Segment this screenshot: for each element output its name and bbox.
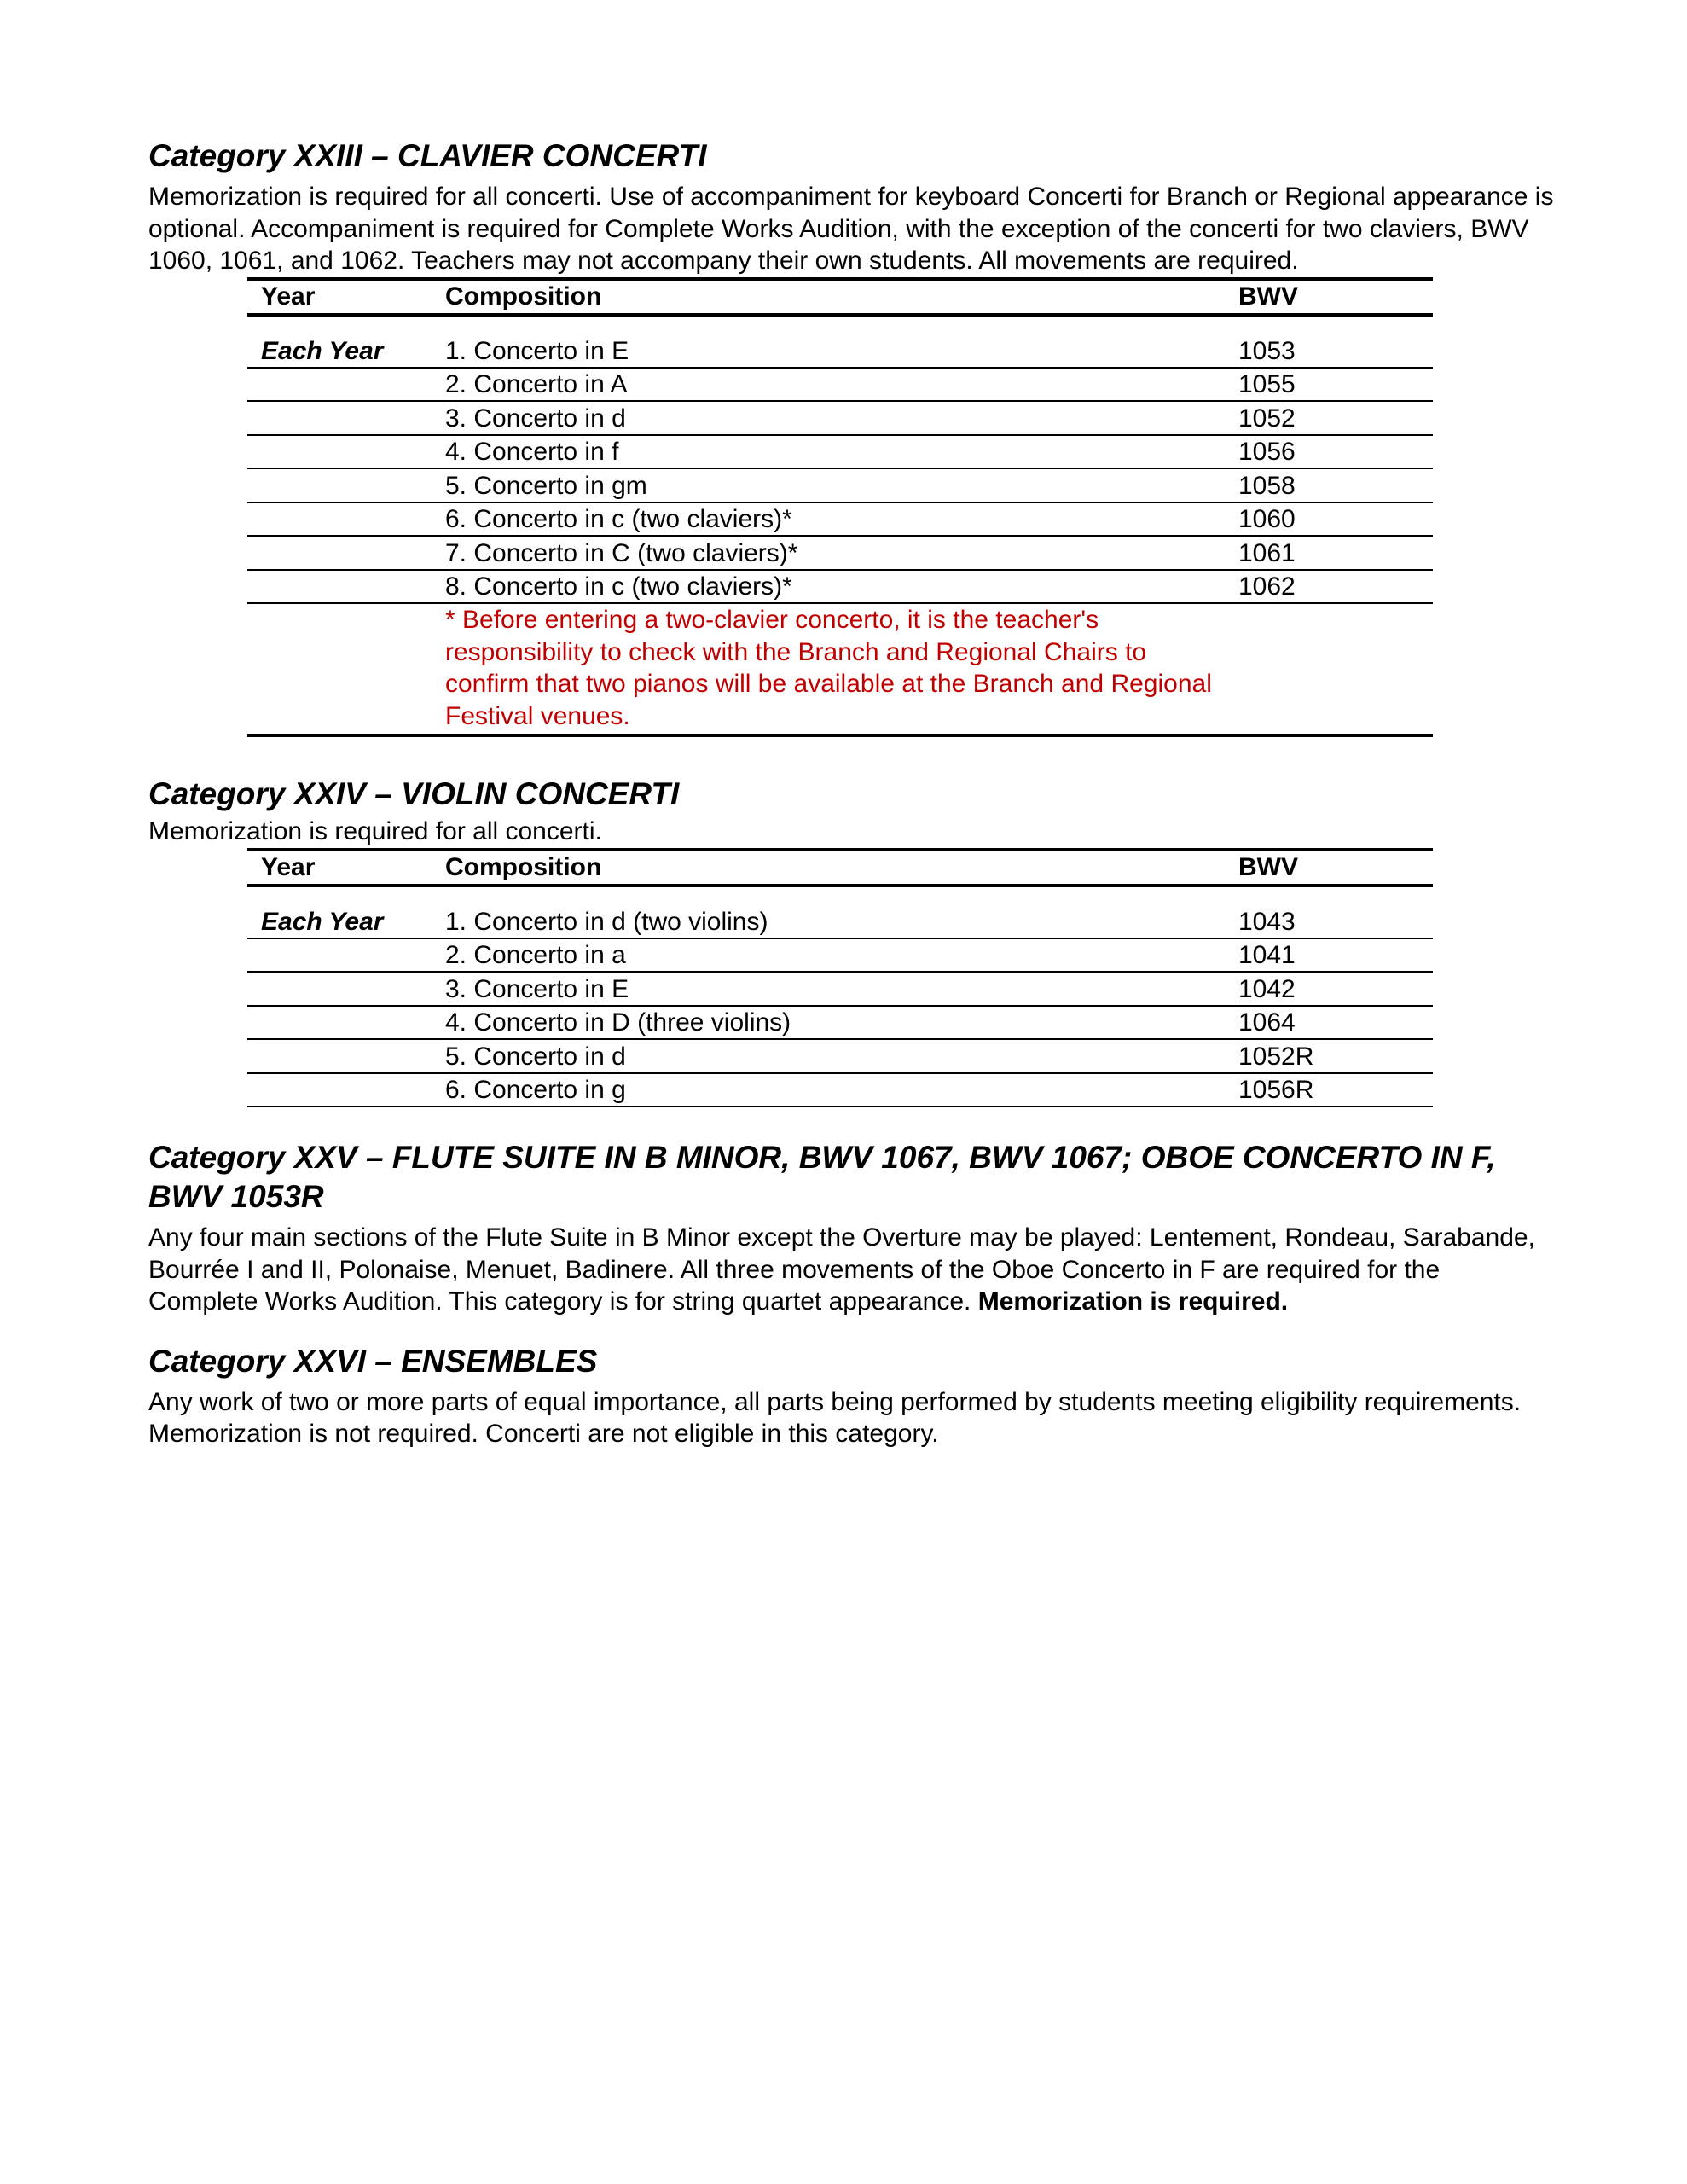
table-row xyxy=(247,1007,1433,1041)
table-row xyxy=(247,1074,1433,1108)
header-composition: Composition xyxy=(445,282,602,311)
category-description xyxy=(148,1222,1556,1318)
category-description: Memorization is required for all concerti. Use of accompaniment for keyboard Concerti for Branch or Regional appearance is optional. Accompaniment is required for Complete Works Audition, with the exception of the concerti for two claviers, BWV 1060, 1061, and 1062. Teachers may not accompany their own students. All movements are required. xyxy=(148,183,1554,275)
year-cell: Each Year xyxy=(261,336,384,365)
composition-cell: 3. Concerto in d xyxy=(445,404,626,433)
two-clavier-note: * Before entering a two-clavier concerto, it is the teacher's responsibility to check with the Branch and Regional Chairs to confirm that two pianos will be available at the Branch and Regional Festival venues. xyxy=(445,606,1212,730)
category-description: Memorization is required for all concerti. xyxy=(148,817,602,845)
table-row xyxy=(247,402,1433,436)
category-description: Any work of two or more parts of equal importance, all parts being performed by students meeting eligibility requirements. Memorization is not required. Concerti are not eligible in this category. xyxy=(148,1387,1522,1448)
table-header xyxy=(247,848,1433,887)
bwv-cell: 1058 xyxy=(1238,471,1296,500)
composition-cell: 2. Concerto in A xyxy=(445,370,628,398)
composition-cell: 6. Concerto in g xyxy=(445,1076,626,1104)
category-xxiv xyxy=(148,775,1556,1107)
bwv-cell: 1062 xyxy=(1238,572,1296,601)
composition-cell: 7. Concerto in C (two claviers)* xyxy=(445,538,798,567)
table-header xyxy=(247,277,1433,317)
category-title: Category XXV – FLUTE SUITE IN B MINOR, BWV 1067, BWV 1067; OBOE CONCERTO IN F, BWV 1053R xyxy=(148,1140,1496,1214)
memorization-required-text: Memorization is required. xyxy=(977,1287,1289,1316)
table-row xyxy=(247,436,1433,470)
table-row xyxy=(247,939,1433,973)
composition-cell: 5. Concerto in gm xyxy=(445,471,647,500)
header-bwv: BWV xyxy=(1238,282,1298,311)
category-xxv xyxy=(148,1138,1556,1318)
bwv-cell: 1056 xyxy=(1238,438,1296,466)
bwv-cell: 1052R xyxy=(1238,1042,1314,1071)
bwv-cell: 1041 xyxy=(1238,941,1296,969)
category-xxvi xyxy=(148,1342,1556,1450)
description-text: Any four main sections of the Flute Suite in B Minor except the Overture may be played: Lentement, Rondeau, Sarabande, Bourrée I and II, Polonaise, Menuet, Badinere. All three movements of the Oboe Concerto in F are required for the Complete Works Audition. This category is for string quartet appearance. xyxy=(148,1223,1535,1316)
composition-cell: 4. Concerto in f xyxy=(445,438,619,466)
bwv-cell: 1043 xyxy=(1238,907,1296,936)
table-row xyxy=(247,503,1433,537)
composition-cell: 6. Concerto in c (two claviers)* xyxy=(445,505,792,533)
header-composition: Composition xyxy=(445,853,602,881)
composition-cell: 1. Concerto in E xyxy=(445,336,629,365)
table-row xyxy=(247,317,1433,369)
bwv-cell: 1056R xyxy=(1238,1076,1314,1104)
bwv-cell: 1061 xyxy=(1238,538,1296,567)
year-cell: Each Year xyxy=(261,907,384,936)
composition-cell: 5. Concerto in d xyxy=(445,1042,626,1071)
table-row xyxy=(247,973,1433,1007)
bwv-cell: 1055 xyxy=(1238,370,1296,398)
table-row xyxy=(247,1040,1433,1074)
table-row xyxy=(247,537,1433,571)
table-row xyxy=(247,887,1433,939)
table-row xyxy=(247,571,1433,605)
bwv-cell: 1060 xyxy=(1238,505,1296,533)
category-title: Category XXVI – ENSEMBLES xyxy=(148,1343,598,1379)
document-page xyxy=(148,136,1556,1450)
header-year: Year xyxy=(261,282,316,311)
table-row xyxy=(247,469,1433,503)
bwv-cell: 1064 xyxy=(1238,1008,1296,1037)
header-year: Year xyxy=(261,853,316,881)
composition-cell: 1. Concerto in d (two violins) xyxy=(445,907,768,936)
header-bwv: BWV xyxy=(1238,853,1298,881)
category-xxiii xyxy=(148,136,1556,737)
composition-cell: 4. Concerto in D (three violins) xyxy=(445,1008,791,1037)
category-title: Category XXIV – VIOLIN CONCERTI xyxy=(148,776,680,811)
composition-cell: 3. Concerto in E xyxy=(445,974,629,1003)
violin-concerti-table xyxy=(247,848,1433,1108)
bwv-cell: 1042 xyxy=(1238,974,1296,1003)
table-note-row xyxy=(247,604,1433,737)
category-title: Category XXIII – CLAVIER CONCERTI xyxy=(148,138,707,173)
composition-cell: 2. Concerto in a xyxy=(445,941,626,969)
clavier-concerti-table xyxy=(247,277,1433,738)
composition-cell: 8. Concerto in c (two claviers)* xyxy=(445,572,792,601)
bwv-cell: 1052 xyxy=(1238,404,1296,433)
bwv-cell: 1053 xyxy=(1238,336,1296,365)
table-row xyxy=(247,369,1433,403)
